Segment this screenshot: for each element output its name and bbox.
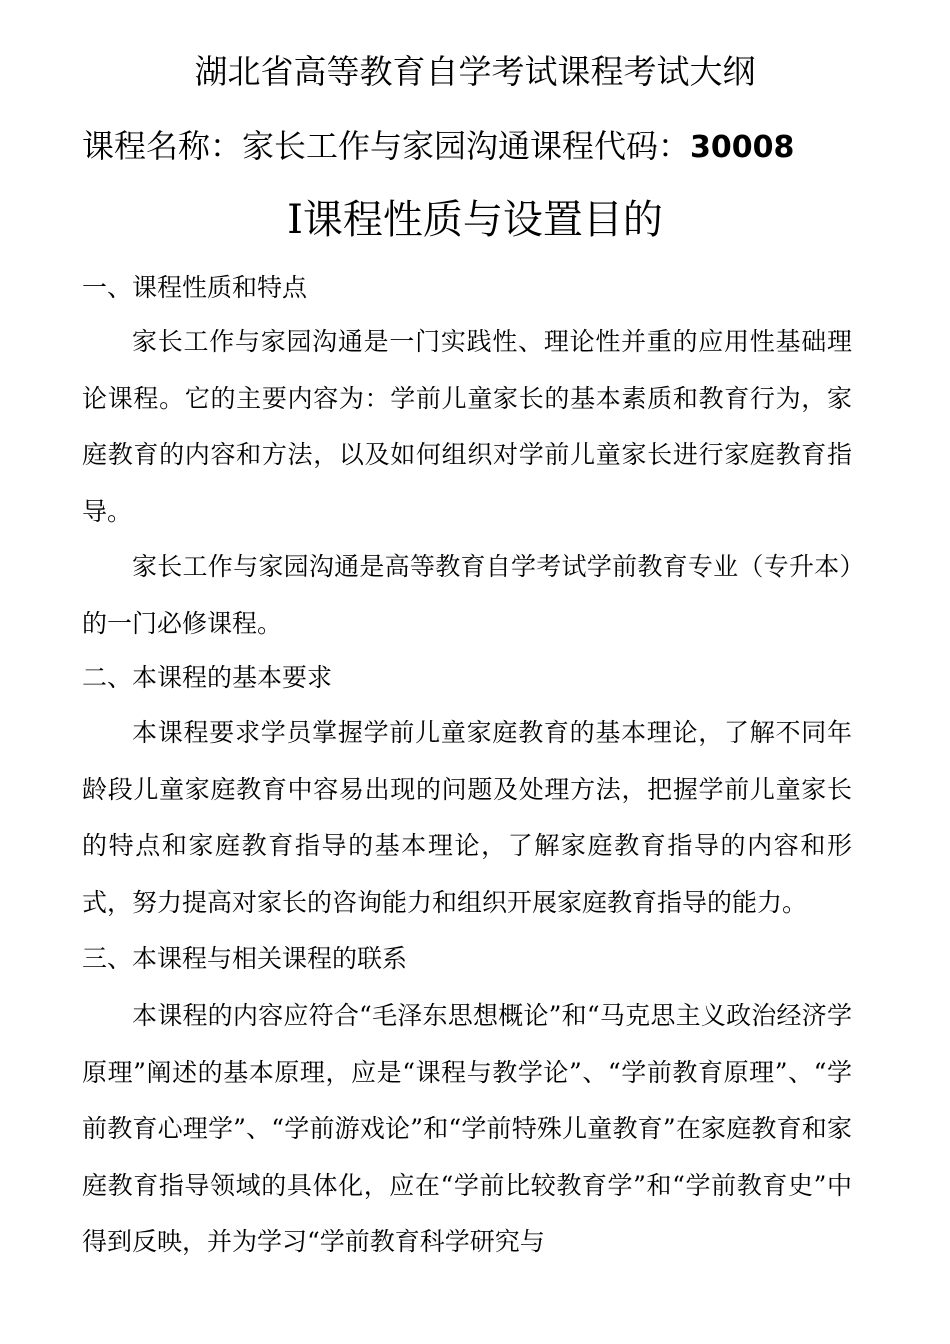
part-title: I课程性质与设置目的 xyxy=(287,197,663,243)
section-heading-1: 一、课程性质和特点 xyxy=(82,273,308,302)
section-1-paragraph-2: 家长工作与家园沟通是高等教育自学考试学前教育专业（专升本）的一门必修课程。 xyxy=(82,552,852,638)
course-name-label: 课程名称：家长工作与家园沟通课程代码： xyxy=(82,127,691,165)
section-heading-3: 三、本课程与相关课程的联系 xyxy=(82,944,408,973)
course-info-line xyxy=(82,122,794,172)
document-title: 湖北省高等教育自学考试课程考试大纲 xyxy=(194,52,756,91)
section-2-paragraph-1: 本课程要求学员掌握学前儿童家庭教育的基本理论，了解不同年龄段儿童家庭教育中容易出现的问题及处理方法，把握学前儿童家长的特点和家庭教育指导的基本理论，了解家庭教育指导的内容和形式，努力提高对家长的咨询能力和组织开展家庭教育指导的能力。 xyxy=(82,718,852,917)
section-heading-2: 二、本课程的基本要求 xyxy=(82,663,333,692)
section-1-paragraph-1: 家长工作与家园沟通是一门实践性、理论性并重的应用性基础理论课程。它的主要内容为：学前儿童家长的基本素质和教育行为，家庭教育的内容和方法，以及如何组织对学前儿童家长进行家庭教育指导。 xyxy=(82,327,852,526)
section-3-paragraph-1: 本课程的内容应符合“毛泽东思想概论”和“马克思主义政治经济学原理”阐述的基本原理，应是“课程与教学论”、“学前教育原理”、“学前教育心理学”、“学前游戏论”和“学前特殊儿童教育”在家庭教育和家庭教育指导领域的具体化，应在“学前比较教育学”和“学前教育史”中得到反映，并为学习“学前教育科学研究与 xyxy=(82,1001,852,1256)
course-code: 30008 xyxy=(690,130,795,165)
